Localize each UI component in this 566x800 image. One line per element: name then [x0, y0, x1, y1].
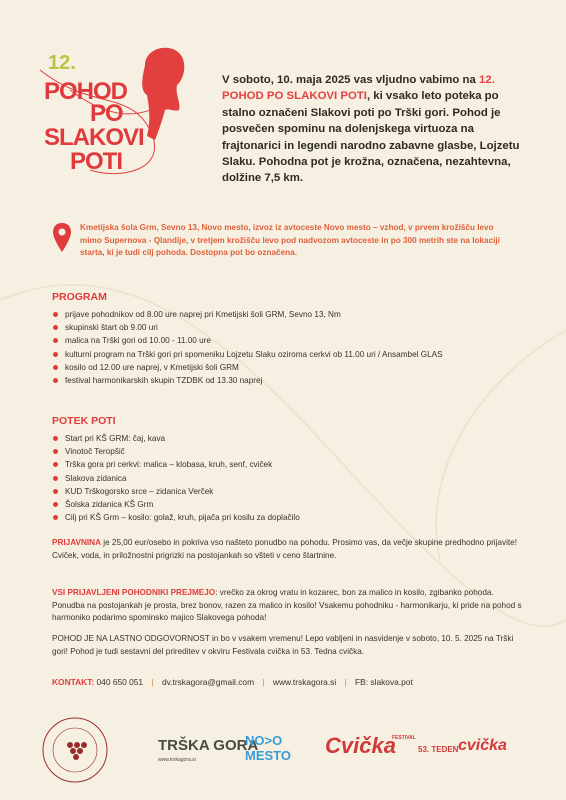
contact-phone[interactable]: 040 650 051 [96, 677, 144, 687]
sponsor-novo-mesto-line-1: NO>O [245, 733, 283, 748]
program-item: skupinski štart ob 9.00 uri [52, 321, 443, 334]
route-item: Start pri KŠ GRM: čaj, kava [52, 432, 300, 445]
logo-line-4: POTI [70, 148, 123, 175]
route-list [52, 432, 300, 524]
contact-email[interactable]: dv.trskagora@gmail.com [161, 677, 255, 687]
route-item: KUD Trškogorsko srce – zidanica Verček [52, 485, 300, 498]
intro-highlight: 12. POHOD PO SLAKOVI POTI [222, 74, 495, 103]
sponsor-teden-cvicka-line-2: cvička [458, 737, 507, 754]
contact-facebook[interactable]: FB: slakova.pot [355, 677, 413, 687]
intro-paragraph [222, 72, 522, 187]
route-title: POTEK POTI [52, 415, 116, 427]
contact-label: KONTAKT: [52, 677, 95, 687]
contact-website[interactable]: www.trskagora.si [272, 677, 337, 687]
sponsor-teden-cvicka-line-1: 53. TEDEN [418, 745, 459, 754]
program-item: festival harmonikarskih skupin TZDBK od 13.30 naprej [52, 374, 443, 387]
program-item: prijave pohodnikov od 8.00 ure naprej pri Kmetijski šoli GRM, Sevno 13, Nm [52, 308, 443, 321]
sponsor-trska-gora: TRŠKA GORA [158, 737, 259, 754]
separator: | [151, 677, 154, 687]
grapes-seal-icon [40, 715, 110, 785]
logo-line-2: PO [90, 100, 123, 127]
program-title: PROGRAM [52, 291, 107, 303]
logo-line-3: SLAKOVI [44, 124, 144, 151]
route-item: Trška gora pri cerkvi: malica – klobasa, kruh, senf, cviček [52, 458, 300, 471]
logo-number: 12. [48, 52, 76, 74]
program-list [52, 308, 443, 387]
program-item: kulturni program na Trški gori pri spomeniku Lojzetu Slaku oziroma cerkvi ob 11.00 uri / Ansambel GLAS [52, 348, 443, 361]
map-pin-icon [52, 222, 72, 254]
sponsor-drustvo-logo [40, 715, 110, 785]
sponsor-festival-label: FESTIVAL [392, 735, 416, 741]
logo-line-1: POHOD [44, 78, 128, 105]
responsibility-paragraph: POHOD JE NA LASTNO ODGOVORNOST in bo v vsakem vremenu! Lepo vabljeni in nasvidenje v soboto, 10. 5. 2025 na Trški gori! Pohod je tudi sestavni del prireditev v okviru Festivala cvička in 53. Tedna cvička. [52, 634, 514, 656]
route-item: Vinotoč Teropšič [52, 445, 300, 458]
sponsor-novo-mesto-line-2: MESTO [245, 748, 291, 763]
prijavnina-label: PRIJAVNINA [52, 538, 101, 547]
event-logo [30, 40, 205, 190]
program-item: kosilo od 12.00 ure naprej, v Kmetijski šoli GRM [52, 361, 443, 374]
sponsor-logos [40, 715, 540, 785]
intro-part-2: , ki vsako leto poteka po stalno označeni Slakovi poti po Trški gori. Pohod je posvečen spominu na dolenjskega virtuoza na frajtonarici in legendi narodno zabavne glasbe, Lojzetu Slaku. Pohodna pot je krožna, označena, nezahtevna, dolžine 7,5 km. [222, 90, 520, 185]
separator: | [262, 677, 265, 687]
sponsor-trska-gora-sub: www.trskagora.si [158, 757, 196, 763]
intro-part-1: V soboto, 10. maja 2025 vas vljudno vabimo na [222, 74, 476, 86]
program-item: malica na Trški gori od 10.00 - 11.00 ure [52, 334, 443, 347]
prejmejo-paragraph [52, 587, 522, 625]
route-item: Cilj pri KŠ Grm – kosilo: golaž, kruh, pijača pri kosilu za doplačilo [52, 511, 300, 524]
prijavnina-text: je 25,00 eur/osebo in pokriva vso našteto ponudbo na pohodu. Prosimo vas, da večje skupine predhodno prijavite! Cviček, voda, in priložnostni prigrizki na postojankah so všteti v ceno štartnine. [52, 538, 517, 560]
prejmejo-text: : vrečko za okrog vratu in kozarec, bon za malico in kosilo, zgibanko pohoda. Ponudba na postojankah je prosta, brez bonov, razen za malico in kosilo! Vsakemu pohodniku - harmonikarju, ki pride na pohod s harmoniko podarimo spominsko majico Slakovega pohoda! [52, 588, 522, 622]
prijavnina-paragraph [52, 537, 522, 562]
location-directions: Kmetijska šola Grm, Sevno 13, Novo mesto, izvoz iz avtoceste Novo mesto – vzhod, v prvem krožišču levo mimo Supernova - Qlandije, v tretjem krožišču levo pod nadvozom avtoceste in po 300 metrih ste na lokaciji starta, ki je tudi cilj pohoda. Dostopna pot bo označena. [80, 223, 500, 258]
route-item: Slakova zidanica [52, 472, 300, 485]
sponsor-festival-cvicka: Cvička [325, 733, 396, 758]
prejmejo-label: VSI PRIJAVLJENI POHODNIKI PREJMEJO [52, 588, 216, 597]
contact-line [52, 677, 413, 687]
route-item: Šolska zidanica KŠ Grm [52, 498, 300, 511]
separator: | [344, 677, 347, 687]
